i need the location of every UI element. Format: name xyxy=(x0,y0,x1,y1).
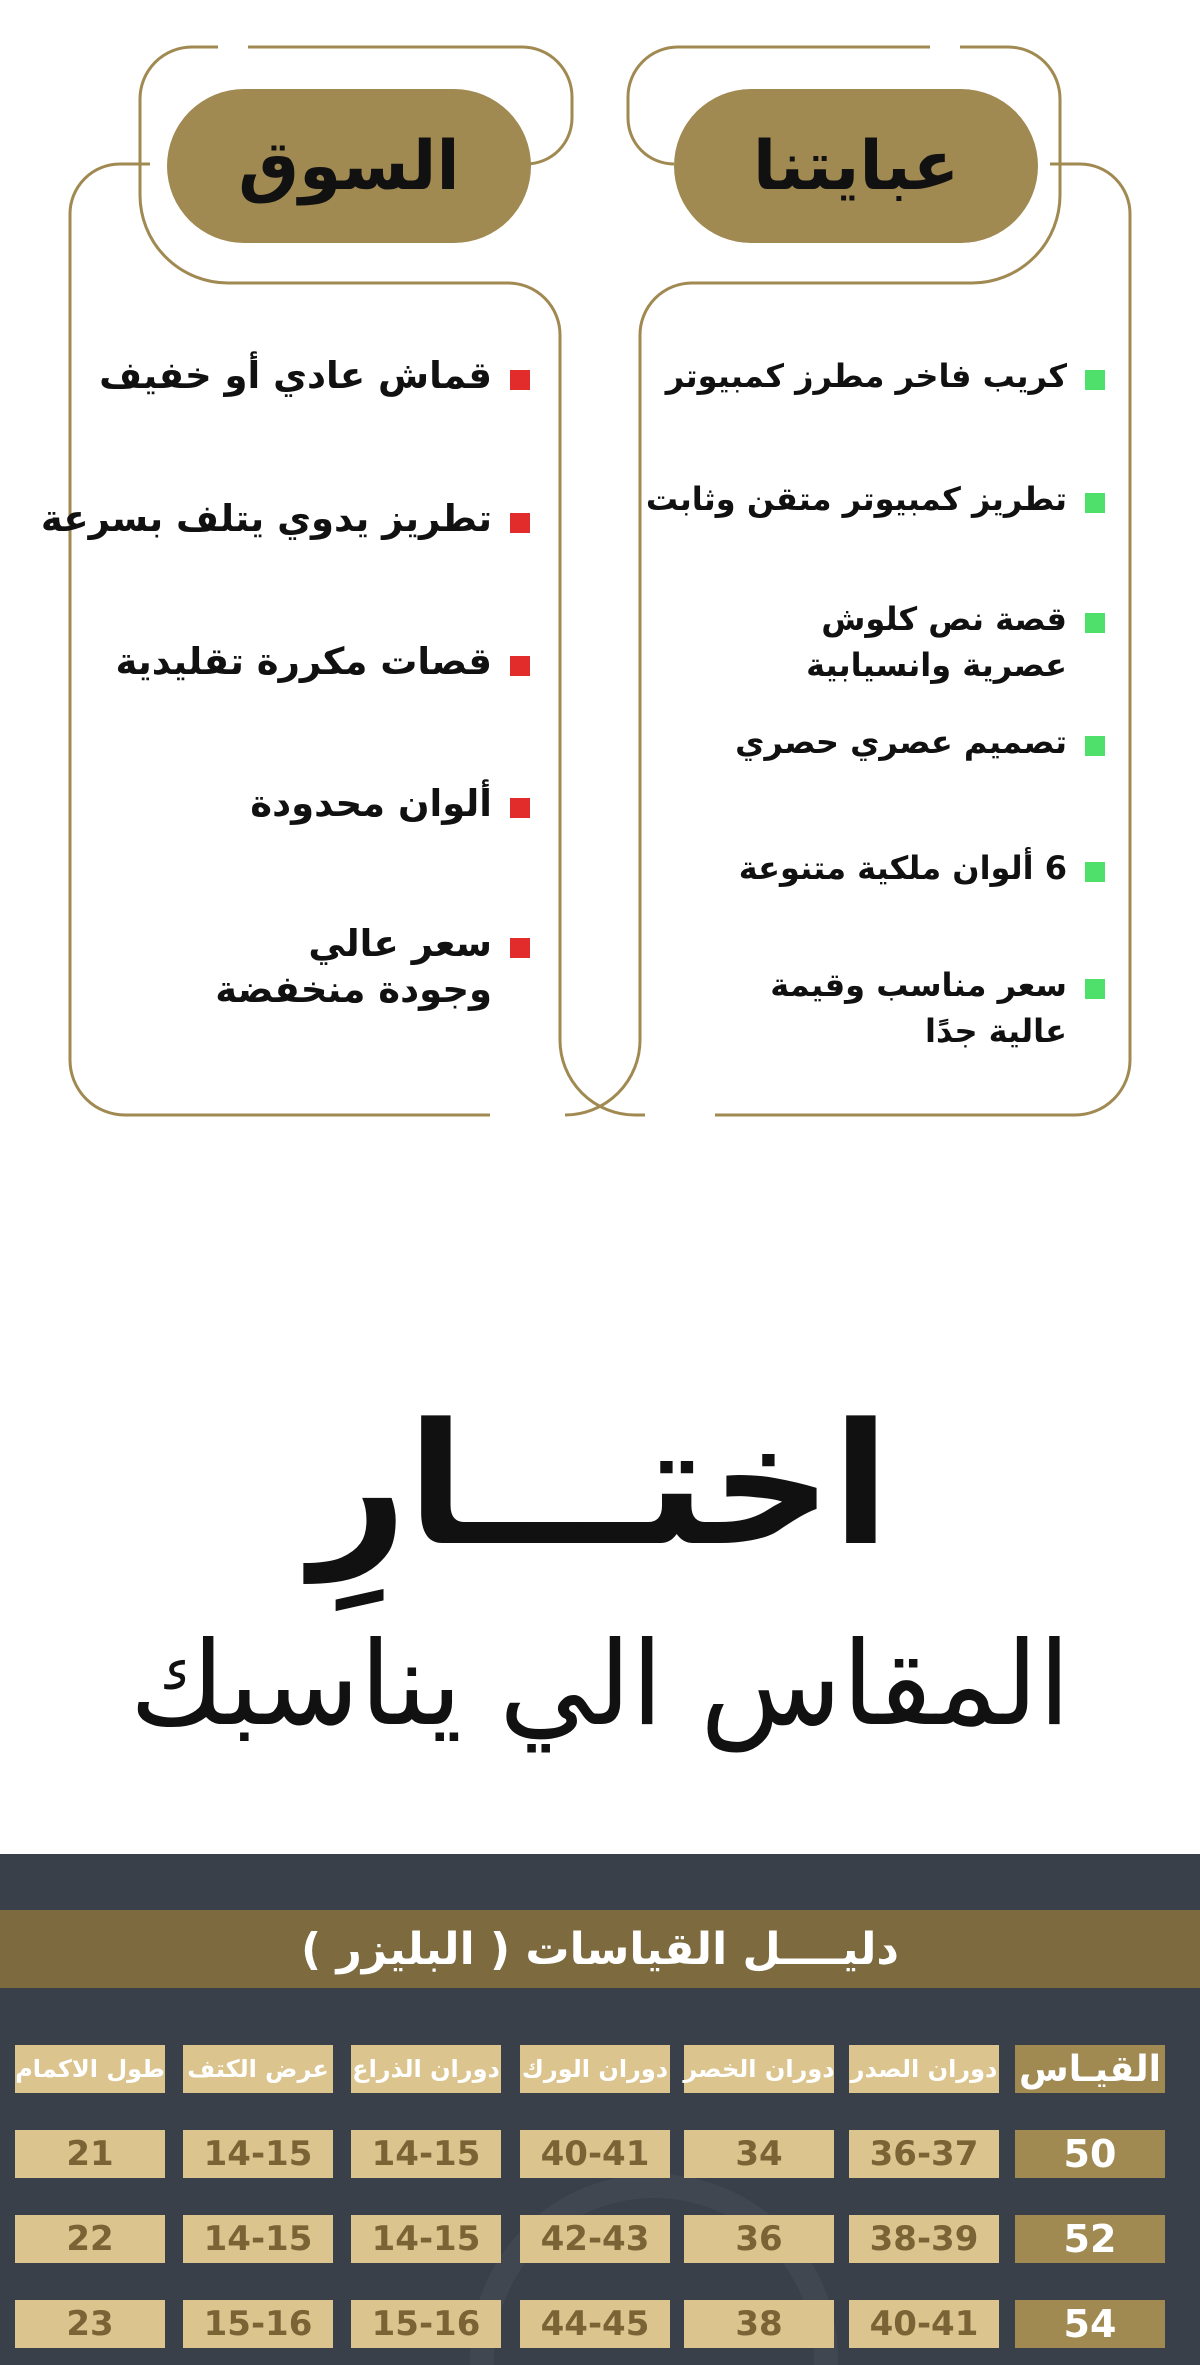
ours-item xyxy=(735,719,1105,765)
market-item xyxy=(115,639,530,685)
size-table-cell: 38 xyxy=(684,2300,834,2348)
size-table-cell: 40-41 xyxy=(520,2130,670,2178)
size-table-header: عرض الكتف xyxy=(183,2045,333,2093)
size-table-cell: 54 xyxy=(1015,2300,1165,2348)
size-table-cell: 38-39 xyxy=(849,2215,999,2263)
cta-subtitle: المقاس الي يناسبك xyxy=(129,1617,1071,1752)
market-item xyxy=(41,496,530,542)
cta-title: اختـــارِ xyxy=(310,1387,890,1583)
ours-bullet-icon xyxy=(1085,736,1105,756)
market-item-label: تطريز يدوي يتلف بسرعة xyxy=(40,497,492,540)
size-table-cell: 50 xyxy=(1015,2130,1165,2178)
size-table-cell: 36-37 xyxy=(849,2130,999,2178)
size-table-header: دوران الورك xyxy=(520,2045,670,2093)
size-guide xyxy=(0,1854,1200,2365)
market-list xyxy=(10,0,530,1100)
ours-item-label: تصميم عصري حصري xyxy=(735,723,1067,761)
size-table-cell: 14-15 xyxy=(351,2215,501,2263)
size-table-cell: 42-43 xyxy=(520,2215,670,2263)
ours-bullet-icon xyxy=(1085,862,1105,882)
market-header: السوق xyxy=(167,89,531,243)
size-table-header: دوران الخصر xyxy=(684,2045,834,2093)
market-bullet-icon xyxy=(510,370,530,390)
ours-item xyxy=(666,353,1105,399)
ours-item xyxy=(806,596,1105,688)
ours-bullet-icon xyxy=(1085,979,1105,999)
market-item xyxy=(99,353,530,399)
ours-header: عبايتنا xyxy=(674,89,1038,243)
ours-item-label: كريب فاخر مطرز كمبيوتر xyxy=(665,357,1067,395)
ours-list xyxy=(625,0,1105,1100)
size-table-cell: 40-41 xyxy=(849,2300,999,2348)
market-item xyxy=(250,781,530,827)
size-table-cell: 15-16 xyxy=(351,2300,501,2348)
market-item xyxy=(215,921,530,1013)
ours-item xyxy=(739,845,1105,891)
size-table-cell: 15-16 xyxy=(183,2300,333,2348)
size-table-cell: 44-45 xyxy=(520,2300,670,2348)
market-item-label: قصات مكررة تقليدية xyxy=(115,640,492,683)
ours-item xyxy=(770,962,1105,1054)
size-table-header: طول الاكمام xyxy=(15,2045,165,2093)
market-bullet-icon xyxy=(510,938,530,958)
ours-bullet-icon xyxy=(1085,493,1105,513)
size-table-cell: 14-15 xyxy=(183,2215,333,2263)
ours-item-label: قصة نص كلوش عصرية وانسيابية xyxy=(806,600,1067,684)
size-table-cell: 23 xyxy=(15,2300,165,2348)
size-table-cell: 34 xyxy=(684,2130,834,2178)
size-table-cell: 52 xyxy=(1015,2215,1165,2263)
size-table-cell: 22 xyxy=(15,2215,165,2263)
market-item-label: قماش عادي أو خفيف xyxy=(99,354,492,397)
ours-item xyxy=(646,476,1105,522)
market-item-label: ألوان محدودة xyxy=(250,782,492,825)
size-table-cell: 14-15 xyxy=(351,2130,501,2178)
size-table-cell: 21 xyxy=(15,2130,165,2178)
ours-item-label: سعر مناسب وقيمة عالية جدًا xyxy=(770,966,1067,1050)
market-bullet-icon xyxy=(510,513,530,533)
size-table-cell: 14-15 xyxy=(183,2130,333,2178)
market-item-label: سعر عالي وجودة منخفضة xyxy=(215,922,492,1011)
size-table-header: دوران الصدر xyxy=(849,2045,999,2093)
size-table-header: القيـاس xyxy=(1015,2045,1165,2093)
market-bullet-icon xyxy=(510,798,530,818)
size-guide-title: دليــــل القياسات ( البليزر ) xyxy=(0,1910,1200,1988)
market-bullet-icon xyxy=(510,656,530,676)
ours-item-label: تطريز كمبيوتر متقن وثابت xyxy=(645,480,1067,518)
size-table-cell: 36 xyxy=(684,2215,834,2263)
ours-bullet-icon xyxy=(1085,370,1105,390)
size-table-header: دوران الذراع xyxy=(351,2045,501,2093)
ours-bullet-icon xyxy=(1085,613,1105,633)
ours-item-label: 6 ألوان ملكية متنوعة xyxy=(738,849,1067,887)
